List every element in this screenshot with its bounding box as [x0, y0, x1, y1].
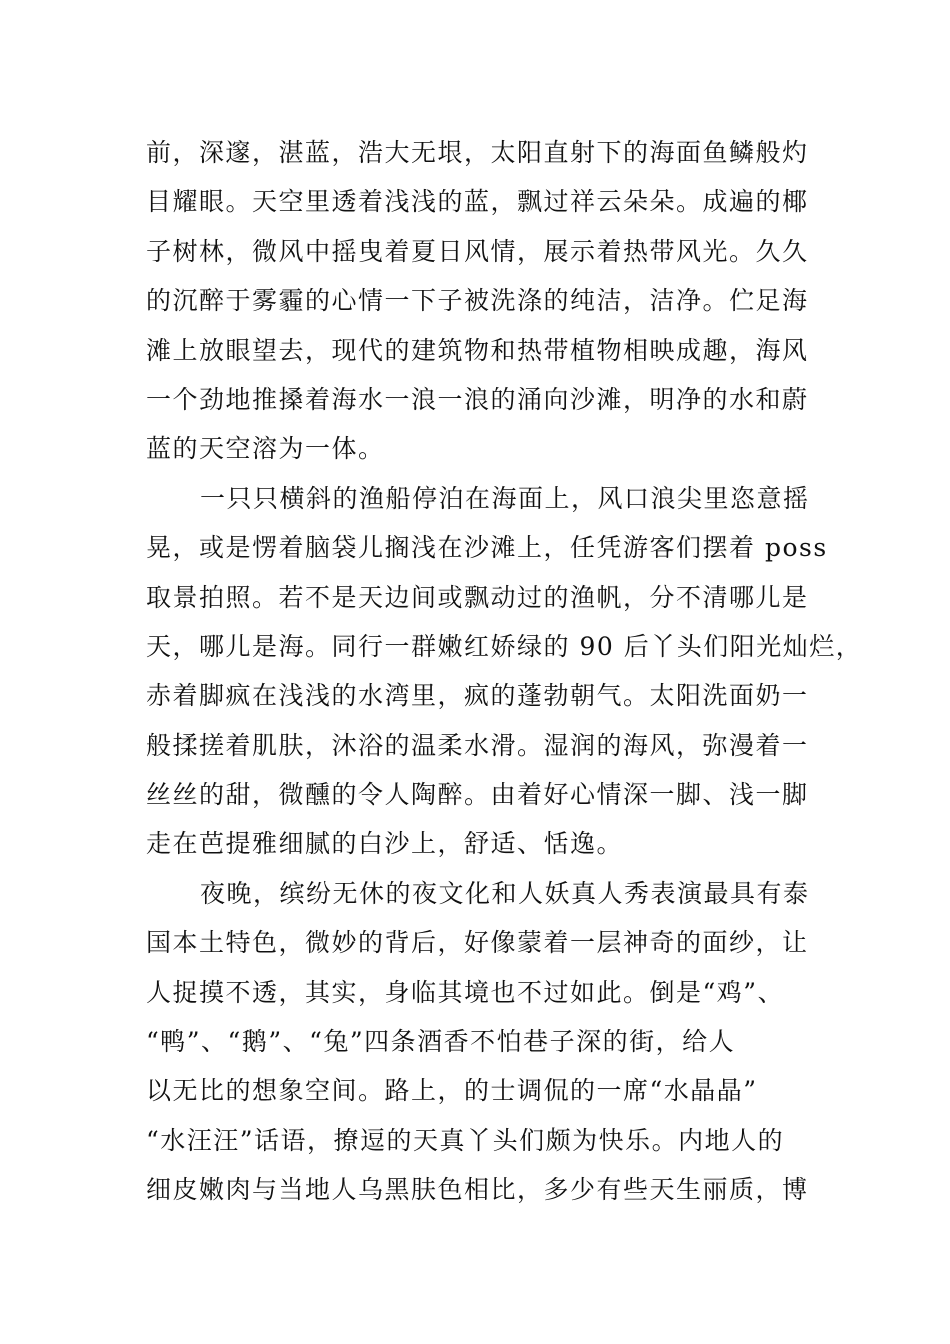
text-line: 赤着脚疯在浅浅的水湾里，疯的蓬勃朝气。太阳洗面奶一: [146, 681, 809, 711]
text-line: 国本土特色，微妙的背后，好像蒙着一层神奇的面纱，让: [146, 928, 809, 958]
text-line: 目耀眼。天空里透着浅浅的蓝，飘过祥云朵朵。成遍的椰: [146, 187, 809, 217]
text-line: 以无比的想象空间。路上，的士调侃的一席“水晶晶”: [146, 1076, 758, 1106]
text-line: 子树林，微风中摇曳着夏日风情，展示着热带风光。久久: [146, 236, 809, 266]
text-line: 天，哪儿是海。同行一群嫩红娇绿的 90 后丫头们阳光灿烂，: [146, 631, 863, 661]
text-line: 一个劲地推搡着海水一浪一浪的涌向沙滩，明净的水和蔚: [146, 384, 809, 414]
text-line-first: 一只只横斜的渔船停泊在海面上，风口浪尖里恣意摇: [200, 483, 810, 513]
text-line: 细皮嫩肉与当地人乌黑肤色相比，多少有些天生丽质，博: [146, 1175, 809, 1205]
text-line: 人捉摸不透，其实，身临其境也不过如此。倒是“鸡”、: [146, 977, 785, 1007]
text-line: 前，深邃，湛蓝，浩大无垠，太阳直射下的海面鱼鳞般灼: [146, 138, 809, 167]
paragraph-1: [146, 128, 814, 474]
text-line: 取景拍照。若不是天边间或飘动过的渔帆，分不清哪儿是: [146, 582, 809, 612]
paragraph-2: [146, 474, 863, 869]
text-line: “水汪汪”话语，撩逗的天真丫头们颇为快乐。内地人的: [146, 1125, 785, 1155]
text-line: 丝丝的甜，微醺的令人陶醉。由着好心情深一脚、浅一脚: [146, 780, 809, 810]
document-page: [146, 128, 863, 1215]
text-line: 的沉醉于雾霾的心情一下子被洗涤的纯洁，洁净。伫足海: [146, 286, 809, 316]
text-line: 晃，或是愣着脑袋儿搁浅在沙滩上，任凭游客们摆着 poss: [146, 533, 828, 563]
text-line: 般揉搓着肌肤，沐浴的温柔水滑。湿润的海风，弥漫着一: [146, 730, 809, 760]
text-line: “鸭”、“鹅”、“兔”四条酒香不怕巷子深的街，给人: [146, 1027, 736, 1057]
text-line-first: 夜晚，缤纷无休的夜文化和人妖真人秀表演最具有泰: [200, 878, 810, 908]
paragraph-3: [146, 869, 814, 1215]
text-line: 蓝的天空溶为一体。: [146, 434, 385, 464]
text-line: 走在芭提雅细腻的白沙上，舒适、恬逸。: [146, 829, 624, 859]
text-line: 滩上放眼望去，现代的建筑物和热带植物相映成趣，海风: [146, 335, 809, 365]
